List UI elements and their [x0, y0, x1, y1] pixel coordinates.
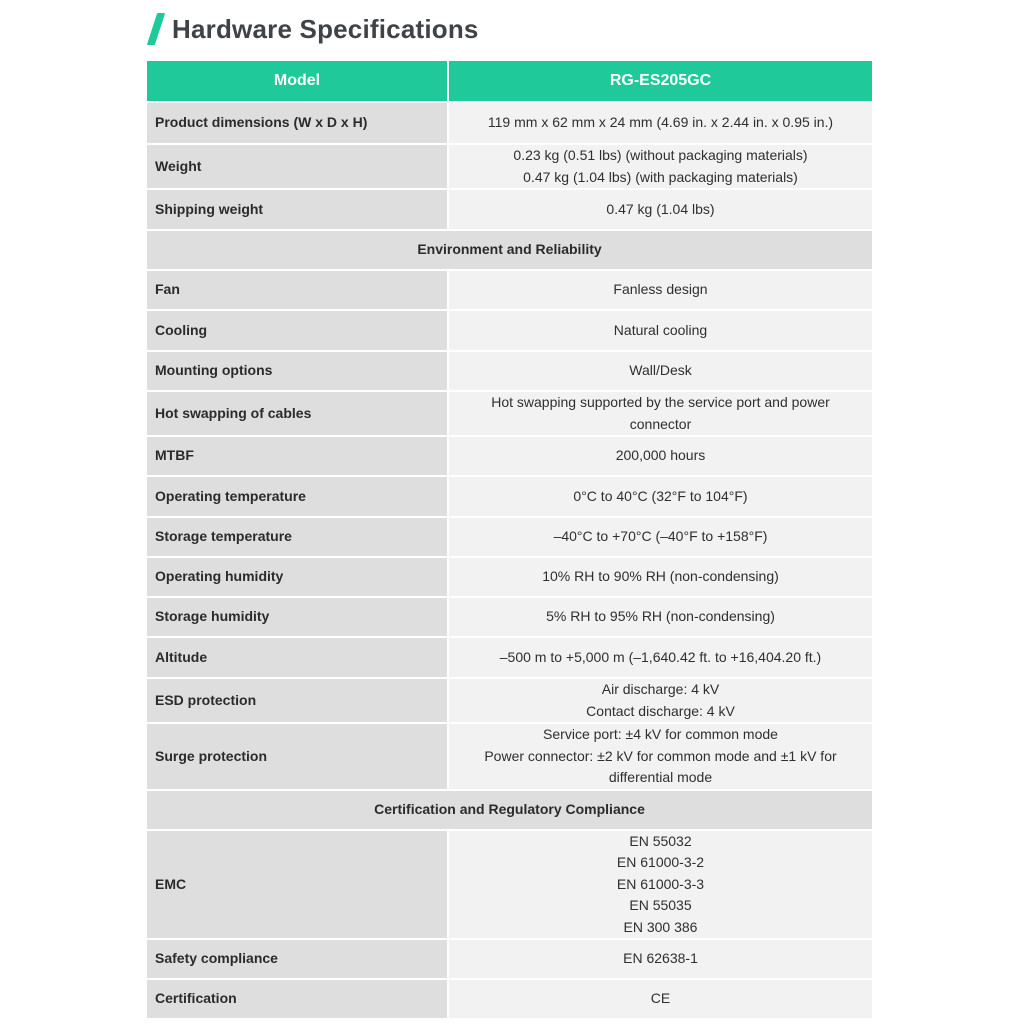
value-line: differential mode: [608, 769, 713, 785]
row-value: 0°C to 40°C (32°F to 104°F): [448, 476, 873, 517]
value-line: EN 61000-3-3: [616, 875, 705, 892]
table-row: [146, 939, 873, 979]
table-row: [146, 436, 873, 476]
model-header-value: RG-ES205GC: [448, 60, 873, 102]
row-value: 5% RH to 95% RH (non-condensing): [448, 597, 873, 637]
row-value: [448, 144, 873, 189]
row-label: Certification: [146, 979, 448, 1019]
row-label: Operating temperature: [146, 476, 448, 517]
value-line: Hot swapping supported by the service port and power: [491, 394, 830, 410]
section-heading: Certification and Regulatory Compliance: [146, 790, 873, 830]
row-label: Operating humidity: [146, 557, 448, 597]
row-value: 200,000 hours: [448, 436, 873, 476]
row-label: Hot swapping of cables: [146, 391, 448, 436]
row-label: Storage temperature: [146, 517, 448, 557]
table-row: [146, 723, 873, 790]
row-label: Fan: [146, 270, 448, 310]
value-line: EN 55032: [629, 832, 692, 849]
value-line: Service port: ±4 kV for common mode: [543, 726, 778, 742]
row-label: Storage humidity: [146, 597, 448, 637]
row-label: Shipping weight: [146, 189, 448, 230]
hardware-spec-table: [145, 59, 874, 1020]
model-header-label: Model: [146, 60, 448, 102]
page-title-block: [148, 12, 479, 46]
row-value: CE: [448, 979, 873, 1019]
row-value: Natural cooling: [448, 310, 873, 351]
row-label: ESD protection: [146, 678, 448, 723]
section-row: [146, 790, 873, 830]
row-label: Weight: [146, 144, 448, 189]
row-value: –40°C to +70°C (–40°F to +158°F): [448, 517, 873, 557]
row-label: Mounting options: [146, 351, 448, 391]
table-row: [146, 597, 873, 637]
row-value: –500 m to +5,000 m (–1,640.42 ft. to +16,404.20 ft.): [448, 637, 873, 678]
table-row: [146, 351, 873, 391]
row-value: Wall/Desk: [448, 351, 873, 391]
table-row: [146, 637, 873, 678]
value-line: 0.47 kg (1.04 lbs) (with packaging materials): [523, 168, 798, 185]
value-line: Air discharge: 4 kV: [601, 681, 720, 697]
row-value: [448, 723, 873, 790]
table-row: [146, 476, 873, 517]
table-row: [146, 270, 873, 310]
value-line: Contact discharge: 4 kV: [586, 702, 735, 719]
row-label: Altitude: [146, 637, 448, 678]
table-row: [146, 517, 873, 557]
table-row: [146, 979, 873, 1019]
row-value: [448, 830, 873, 940]
section-heading: Environment and Reliability: [146, 230, 873, 270]
row-label: Safety compliance: [146, 939, 448, 979]
row-value: [448, 678, 873, 723]
value-line: connector: [629, 415, 692, 432]
row-value: 10% RH to 90% RH (non-condensing): [448, 557, 873, 597]
row-label: Cooling: [146, 310, 448, 351]
table-header-row: [146, 60, 873, 102]
table-row: [146, 391, 873, 436]
table-row: [146, 557, 873, 597]
table-row: [146, 678, 873, 723]
table-row: [146, 830, 873, 940]
row-value: [448, 391, 873, 436]
row-label: EMC: [146, 830, 448, 940]
table-row: [146, 144, 873, 189]
row-label: MTBF: [146, 436, 448, 476]
page-title: Hardware Specifications: [172, 13, 479, 44]
row-value: EN 62638-1: [448, 939, 873, 979]
value-line: EN 55035: [629, 897, 692, 913]
table-row: [146, 310, 873, 351]
row-value: 0.47 kg (1.04 lbs): [448, 189, 873, 230]
value-line: EN 61000-3-2: [616, 854, 705, 870]
value-line: EN 300 386: [623, 918, 698, 935]
row-value: Fanless design: [448, 270, 873, 310]
row-label: Surge protection: [146, 723, 448, 790]
value-line: 0.23 kg (0.51 lbs) (without packaging materials): [513, 147, 808, 163]
table-row: [146, 102, 873, 144]
accent-slash-icon: [147, 13, 165, 45]
row-value: 119 mm x 62 mm x 24 mm (4.69 in. x 2.44 in. x 0.95 in.): [448, 102, 873, 144]
table-row: [146, 189, 873, 230]
row-label: Product dimensions (W x D x H): [146, 102, 448, 144]
value-line: Power connector: ±2 kV for common mode and ±1 kV for: [484, 747, 837, 764]
section-row: [146, 230, 873, 270]
